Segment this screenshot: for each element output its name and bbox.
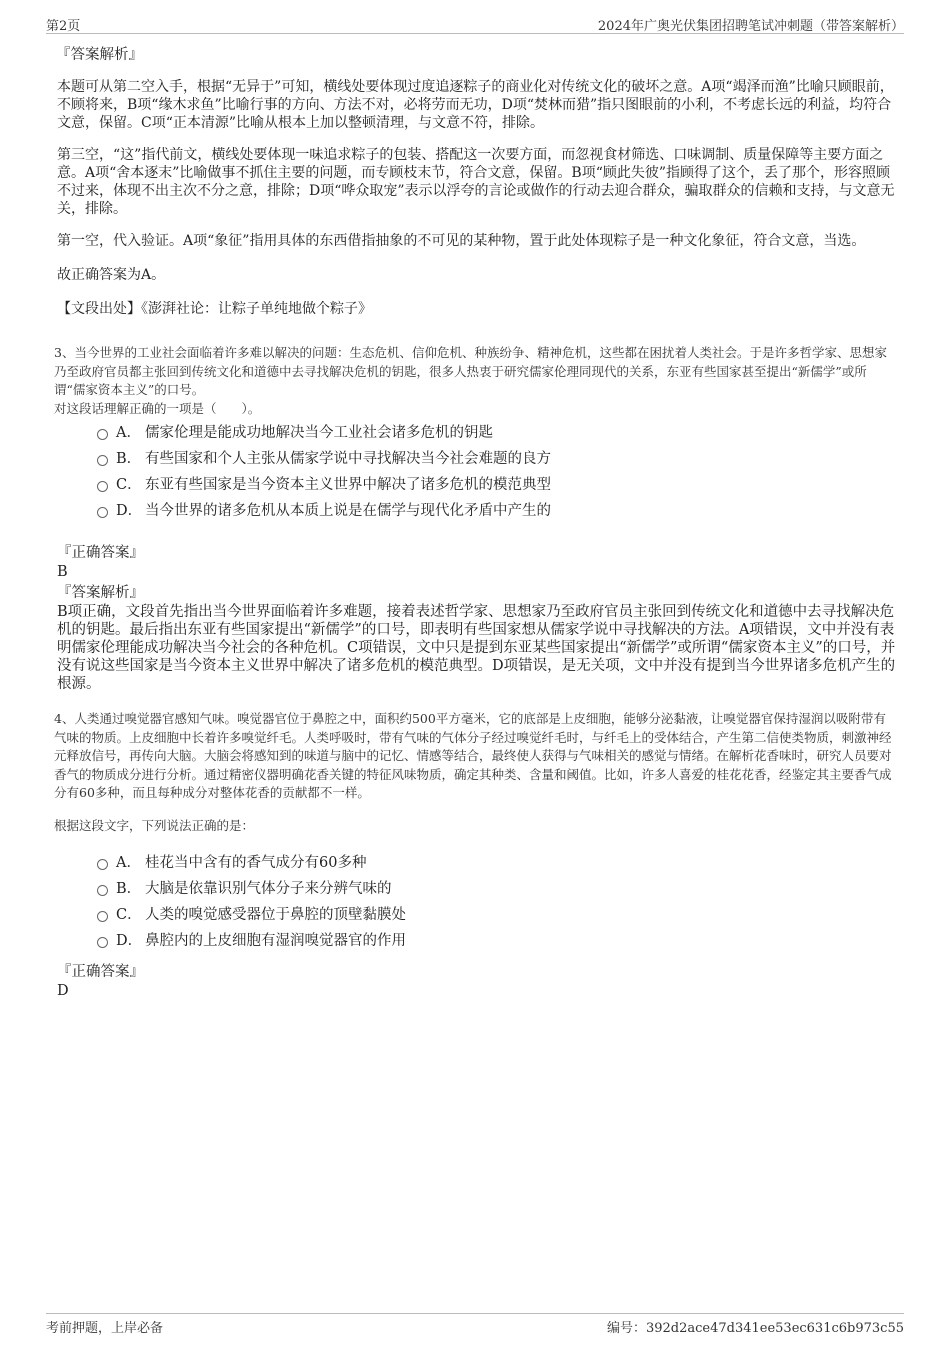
q3-analysis: B项正确，文段首先指出当今世界面临着许多难题，接着表述哲学家、思想家乃至政府官员主张回到传统文化和道德中去寻找解决危机的钥匙。最后指出东亚有些国家提出“新儒学”的口号，即表明有些国家想从儒家学说中寻找解决的方法。A项错误，文中并没有表明儒家伦理能成功解决当今社会的各种危机。C项错误，文中只是提到东亚某些国家提出“新儒学”或所谓“儒家资本主义”的口号，并没有说这些国家是当今资本主义世界中解决了诸多危机的模范典型。D项错误，是无关项，文中并没有提到当今世界诸多危机产生的根源。 bbox=[57, 604, 896, 692]
radio-icon[interactable] bbox=[97, 885, 108, 896]
q4-question: 根据这段文字，下列说法正确的是： bbox=[54, 817, 255, 833]
q4-correct-label: 『正确答案』 bbox=[57, 964, 144, 980]
q3-options bbox=[57, 422, 897, 526]
q3-option-c[interactable] bbox=[57, 474, 897, 500]
document-title: 2024年广奥光伏集团招聘笔试冲刺题（带答案解析） bbox=[597, 19, 904, 34]
q3-question: 对这段话理解正确的一项是（ ）。 bbox=[54, 400, 261, 416]
option-letter: D． bbox=[116, 933, 143, 949]
radio-icon[interactable] bbox=[97, 429, 108, 440]
option-letter: A． bbox=[116, 425, 141, 441]
q3-option-b[interactable] bbox=[57, 448, 897, 474]
radio-icon[interactable] bbox=[97, 911, 108, 922]
prev-analysis-p2: 第三空，“这”指代前文，横线处要体现一味追求粽子的包装、搭配这一次要方面，而忽视食材筛选、口味调制、质量保障等主要方面之意。A项“舍本逐末”比喻做事不抓住主要的问题，而专顾枝末节，符合文意，保留。B项“顾此失彼”指顾得了这个，丢了那个，形容照顾不过来，体现不出主次不分之意，排除；D项“哗众取宠”表示以浮夸的言论或做作的行动去迎合群众，骗取群众的信赖和支持，与文意无关，排除。 bbox=[57, 147, 895, 217]
option-text: 东亚有些国家是当今资本主义世界中解决了诸多危机的模范典型 bbox=[145, 477, 551, 493]
q4-option-c[interactable] bbox=[57, 904, 897, 930]
q4-option-b[interactable] bbox=[57, 878, 897, 904]
q3-option-a[interactable] bbox=[57, 422, 897, 448]
option-text: 人类的嗅觉感受器位于鼻腔的顶壁黏膜处 bbox=[145, 907, 406, 923]
option-text: 大脑是依靠识别气体分子来分辨气味的 bbox=[145, 881, 392, 897]
q3-analysis-label: 『答案解析』 bbox=[57, 585, 144, 601]
option-letter: A． bbox=[116, 855, 141, 871]
option-text: 儒家伦理是能成功地解决当今工业社会诸多危机的钥匙 bbox=[145, 425, 493, 441]
page-footer bbox=[46, 1313, 904, 1336]
q3-option-d[interactable] bbox=[57, 500, 897, 526]
option-letter: B． bbox=[116, 451, 142, 467]
option-text: 当今世界的诸多危机从本质上说是在儒学与现代化矛盾中产生的 bbox=[145, 503, 551, 519]
question-4 bbox=[54, 710, 897, 1000]
page-header bbox=[46, 13, 904, 34]
option-text: 鼻腔内的上皮细胞有湿润嗅觉器官的作用 bbox=[145, 933, 406, 949]
radio-icon[interactable] bbox=[97, 455, 108, 466]
q3-correct-label: 『正确答案』 bbox=[57, 545, 144, 561]
q3-stem: 3、当今世界的工业社会面临着许多难以解决的问题：生态危机、信仰危机、种族纷争、精神危机，这些都在困扰着人类社会。于是许多哲学家、思想家乃至政府官员都主张回到传统文化和道德中去寻找解决危机的钥匙，很多人热衷于研究儒家伦理同现代的关系，东亚有些国家甚至提出“新儒学”或所谓“儒家资本主义”的口号。 bbox=[54, 345, 887, 397]
prev-analysis-p3: 第一空，代入验证。A项“象征”指用具体的东西借指抽象的不可见的某种物，置于此处体现粽子是一种文化象征，符合文意，当选。 bbox=[57, 233, 866, 249]
q4-stem: 4、人类通过嗅觉器官感知气味。嗅觉器官位于鼻腔之中，面积约500平方毫米，它的底部是上皮细胞，能够分泌黏液，让嗅觉器官保持湿润以吸附带有气味的物质。上皮细胞中长着许多嗅觉纤毛。人类呼吸时，带有气味的气体分子经过嗅觉纤毛时，与纤毛上的受体结合，产生第二信使类物质，刺激神经元释放信号，再传向大脑。大脑会将感知到的味道与脑中的记忆、情感等结合，最终使人获得与气味相关的感觉与情绪。在解析花香味时，研究人员要对香气的物质成分进行分析。通过精密仪器明确花香关键的特征风味物质，确定其种类、含量和阈值。比如，许多人喜爱的桂花花香，经鉴定其主要香气成分有60多种，而且每种成分对整体花香的贡献都不一样。 bbox=[54, 711, 892, 800]
radio-icon[interactable] bbox=[97, 507, 108, 518]
analysis-label: 『答案解析』 bbox=[56, 47, 143, 63]
option-letter: C． bbox=[116, 477, 142, 493]
prev-answer-line: 故正确答案为A。 bbox=[57, 267, 166, 283]
option-letter: B． bbox=[116, 881, 142, 897]
radio-icon[interactable] bbox=[97, 937, 108, 948]
prev-analysis-p1: 本题可从第二空入手，根据“无异于”可知，横线处要体现过度追逐粽子的商业化对传统文化的破坏之意。A项“竭泽而渔”比喻只顾眼前，不顾将来，B项“缘木求鱼”比喻行事的方向、方法不对，必将劳而无功，D项“焚林而猎”指只图眼前的小利，不考虑长远的利益，均符合文意，保留。C项“正本清源”比喻从根本上加以整顿清理，与文意不符，排除。 bbox=[57, 79, 894, 131]
option-letter: C． bbox=[116, 907, 142, 923]
q4-answer: D bbox=[57, 983, 69, 999]
q4-option-d[interactable] bbox=[57, 930, 897, 956]
radio-icon[interactable] bbox=[97, 481, 108, 492]
option-text: 桂花当中含有的香气成分有60多种 bbox=[145, 855, 367, 871]
footer-code: 编号：392d2ace47d341ee53ec631c6b973c55 bbox=[606, 1321, 904, 1336]
option-text: 有些国家和个人主张从儒家学说中寻找解决当今社会难题的良方 bbox=[145, 451, 551, 467]
footer-slogan: 考前押题，上岸必备 bbox=[46, 1321, 164, 1336]
q4-option-a[interactable] bbox=[57, 852, 897, 878]
option-letter: D． bbox=[116, 503, 143, 519]
q4-options bbox=[57, 852, 897, 956]
page-number: 第2页 bbox=[46, 19, 81, 34]
q3-answer: B bbox=[57, 564, 68, 580]
source-line: 【文段出处】《澎湃社论：让粽子单纯地做个粽子》 bbox=[57, 301, 372, 317]
question-3 bbox=[54, 344, 897, 693]
radio-icon[interactable] bbox=[97, 859, 108, 870]
page-content bbox=[54, 45, 897, 1000]
